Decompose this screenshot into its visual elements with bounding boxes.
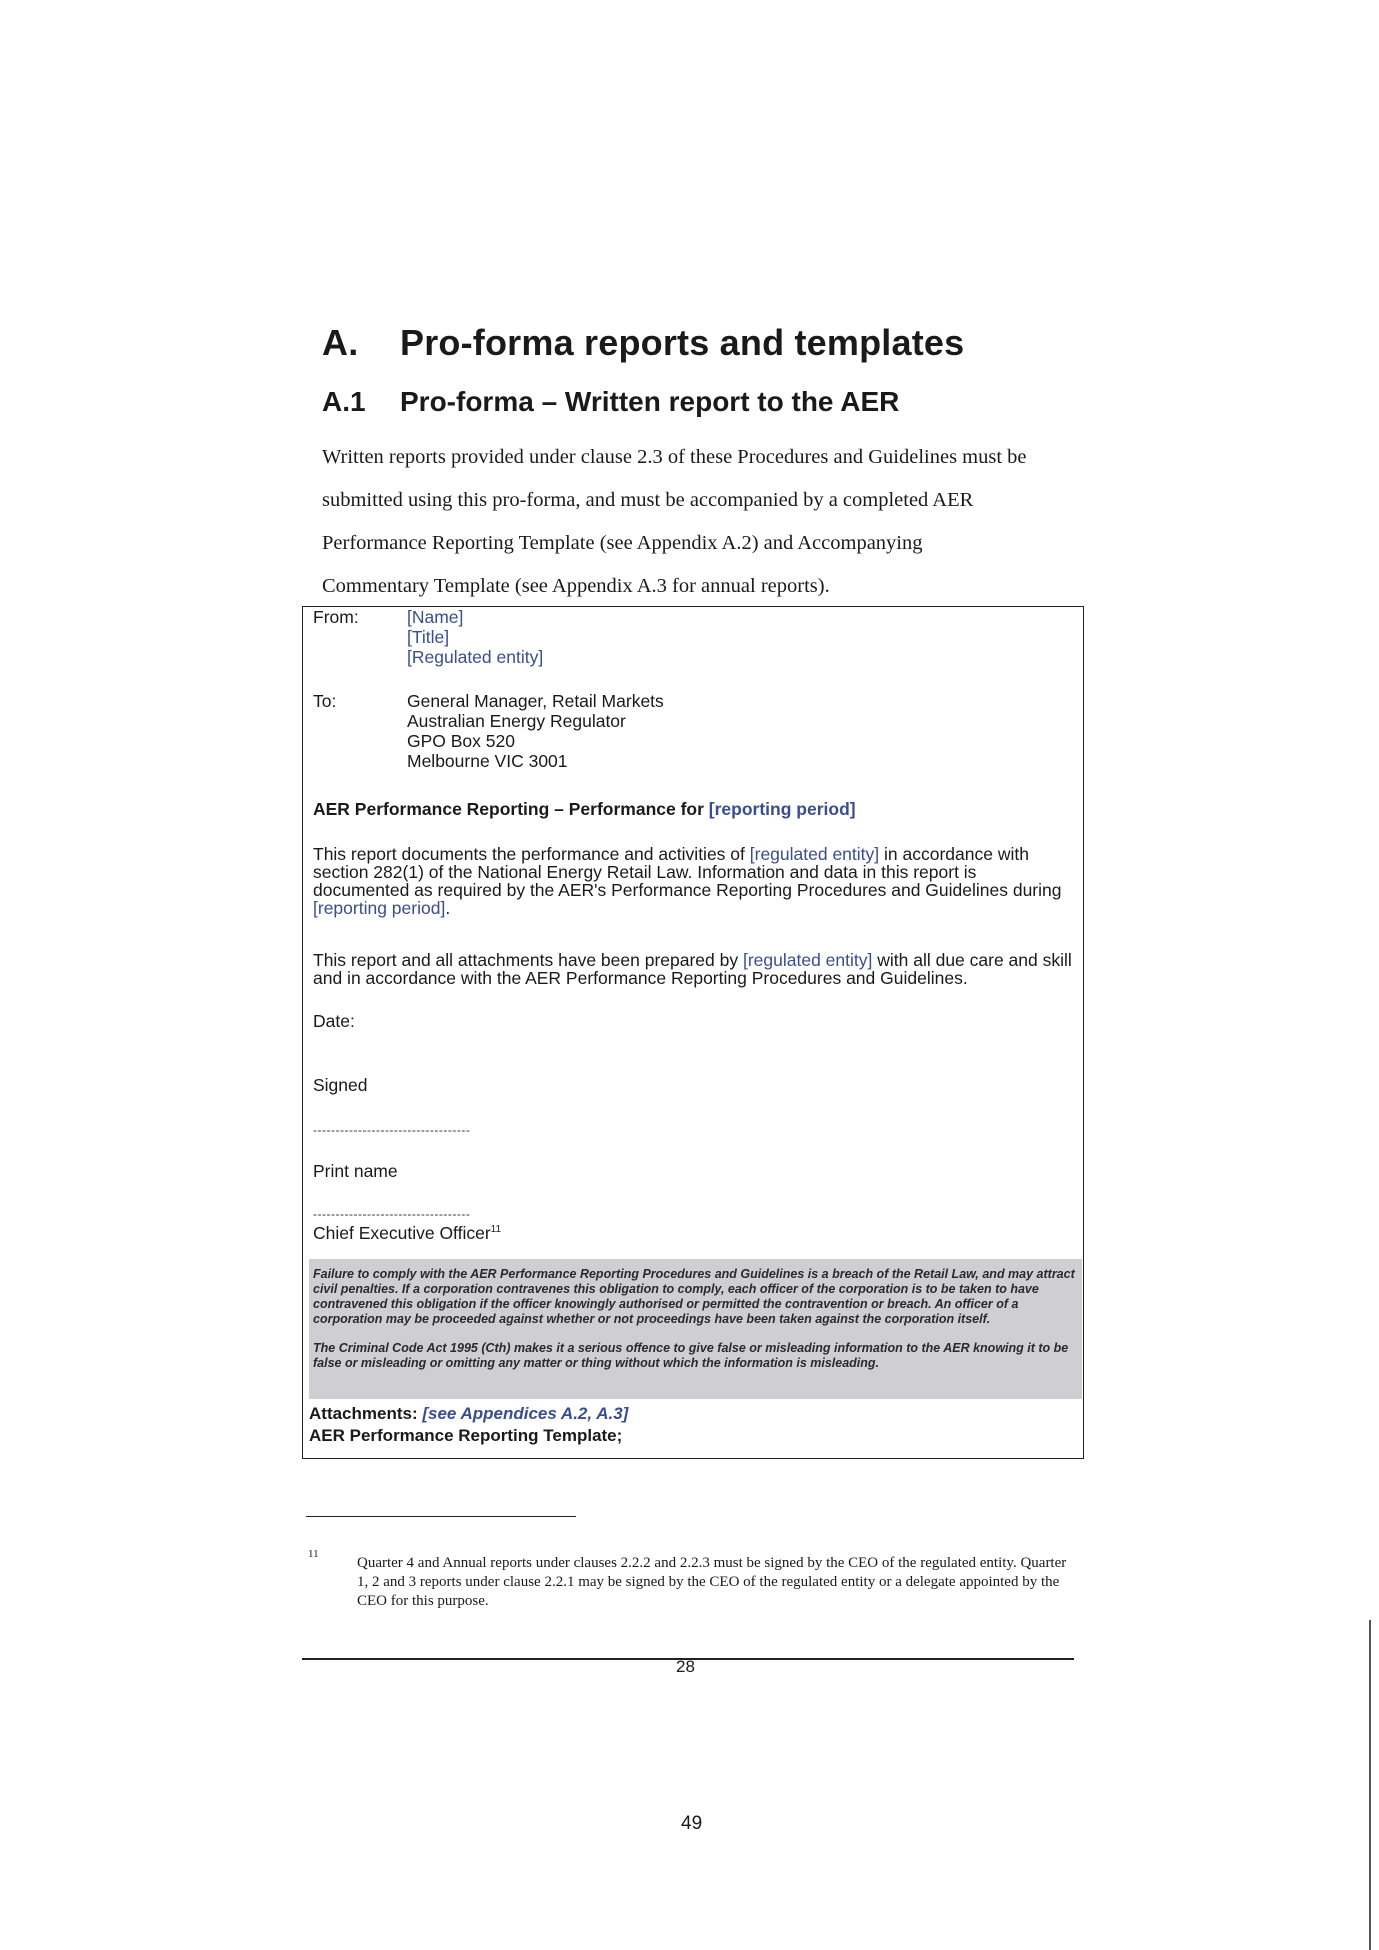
intro-line: Commentary Template (see Appendix A.3 for annual reports). xyxy=(322,575,830,597)
subsection-title: Pro-forma – Written report to the AER xyxy=(400,386,900,417)
warning-criminal-code: The Criminal Code Act 1995 (Cth) makes it a serious offence to give false or misleading information to the AER knowing it to be false or misleading or omitting any matter or thing without which the information is misleading. xyxy=(313,1341,1069,1370)
intro-paragraph xyxy=(322,436,1082,608)
legal-warning xyxy=(309,1259,1082,1399)
scan-edge-shadow xyxy=(1369,1620,1371,1950)
date-label: Date: xyxy=(313,1011,355,1031)
footnote-text: Quarter 4 and Annual reports under clauses 2.2.2 and 2.2.3 must be signed by the CEO of the regulated entity. Quarter 1, 2 and 3 reports under clause 2.2.1 may be signed by the CEO of the regulated entity or a delegate appointed by the CEO for this purpose. xyxy=(357,1555,1067,1609)
ceo-label xyxy=(313,1223,501,1244)
signature-line: ----------------------------------- xyxy=(313,1123,471,1137)
subsection-number: A.1 xyxy=(322,386,366,417)
report-paragraph-1 xyxy=(313,845,1073,917)
section-number: A. xyxy=(322,322,359,363)
footnote-number: 11 xyxy=(308,1548,319,1560)
intro-line: Performance Reporting Template (see Appendix A.2) and Accompanying xyxy=(322,532,923,554)
section-title: Pro-forma reports and templates xyxy=(400,322,965,363)
to-line: GPO Box 520 xyxy=(407,731,515,751)
attachment-item: AER Performance Reporting Template; xyxy=(309,1426,623,1445)
ceo-text: Chief Executive Officer xyxy=(313,1223,491,1243)
report-paragraph-2 xyxy=(313,951,1073,987)
subject-prefix: AER Performance Reporting – Performance for xyxy=(313,799,709,819)
print-name-line: ----------------------------------- xyxy=(313,1207,471,1221)
intro-line: Written reports provided under clause 2.3 of these Procedures and Guidelines must be xyxy=(322,446,1027,468)
pro-forma-box xyxy=(302,606,1084,1459)
to-line: Melbourne VIC 3001 xyxy=(407,751,568,771)
print-name-label: Print name xyxy=(313,1161,398,1181)
attachments-block xyxy=(309,1403,628,1447)
footnote-ref: 11 xyxy=(490,1224,502,1236)
from-label: From: xyxy=(313,607,359,627)
to-label: To: xyxy=(313,691,337,711)
to-line: Australian Energy Regulator xyxy=(407,711,626,731)
entity-placeholder: [regulated entity] xyxy=(749,844,880,864)
page-number: 49 xyxy=(681,1813,703,1834)
para1-text: in accordance with section 282(1) of the National Energy Retail Law. Information and data in this report is documented as required by the AER's Performance Reporting Procedures and Guidelines during xyxy=(313,844,1062,900)
inner-page-number: 28 xyxy=(676,1657,695,1676)
period-placeholder: [reporting period] xyxy=(313,898,446,918)
para2-text: This report and all attachments have been prepared by xyxy=(313,950,743,970)
intro-line: submitted using this pro-forma, and must be accompanied by a completed AER xyxy=(322,489,974,511)
from-title-placeholder: [Title] xyxy=(407,627,450,647)
warning-retail-law: Failure to comply with the AER Performance Reporting Procedures and Guidelines is a breach of the Retail Law, and may attract civil penalties. If a corporation contravenes this obligation to comply, each officer of the corporation is to be taken to have contravened this obligation if the officer knowingly authorised or permitted the contravention or breach. An officer of a corporation may be proceeded against whether or not proceedings have been taken against the corporation itself. xyxy=(313,1267,1075,1326)
signed-label: Signed xyxy=(313,1075,368,1095)
footnote-divider xyxy=(306,1516,576,1517)
report-subject xyxy=(313,799,856,820)
para2-text: with all due care and skill and in accordance with the AER Performance Reporting Procedures and Guidelines. xyxy=(313,950,1072,988)
attachments-colon: : xyxy=(411,1404,423,1423)
to-line: General Manager, Retail Markets xyxy=(407,691,664,711)
subject-period-placeholder: [reporting period] xyxy=(708,799,856,819)
attachments-label: Attachments xyxy=(309,1404,412,1423)
para1-text: . xyxy=(445,898,451,918)
para1-text: This report documents the performance and activities of xyxy=(313,844,750,864)
from-name-placeholder: [Name] xyxy=(407,607,464,627)
from-entity-placeholder: [Regulated entity] xyxy=(407,647,544,667)
attachments-ref: [see Appendices A.2, A.3] xyxy=(422,1404,629,1423)
entity-placeholder: [regulated entity] xyxy=(742,950,873,970)
